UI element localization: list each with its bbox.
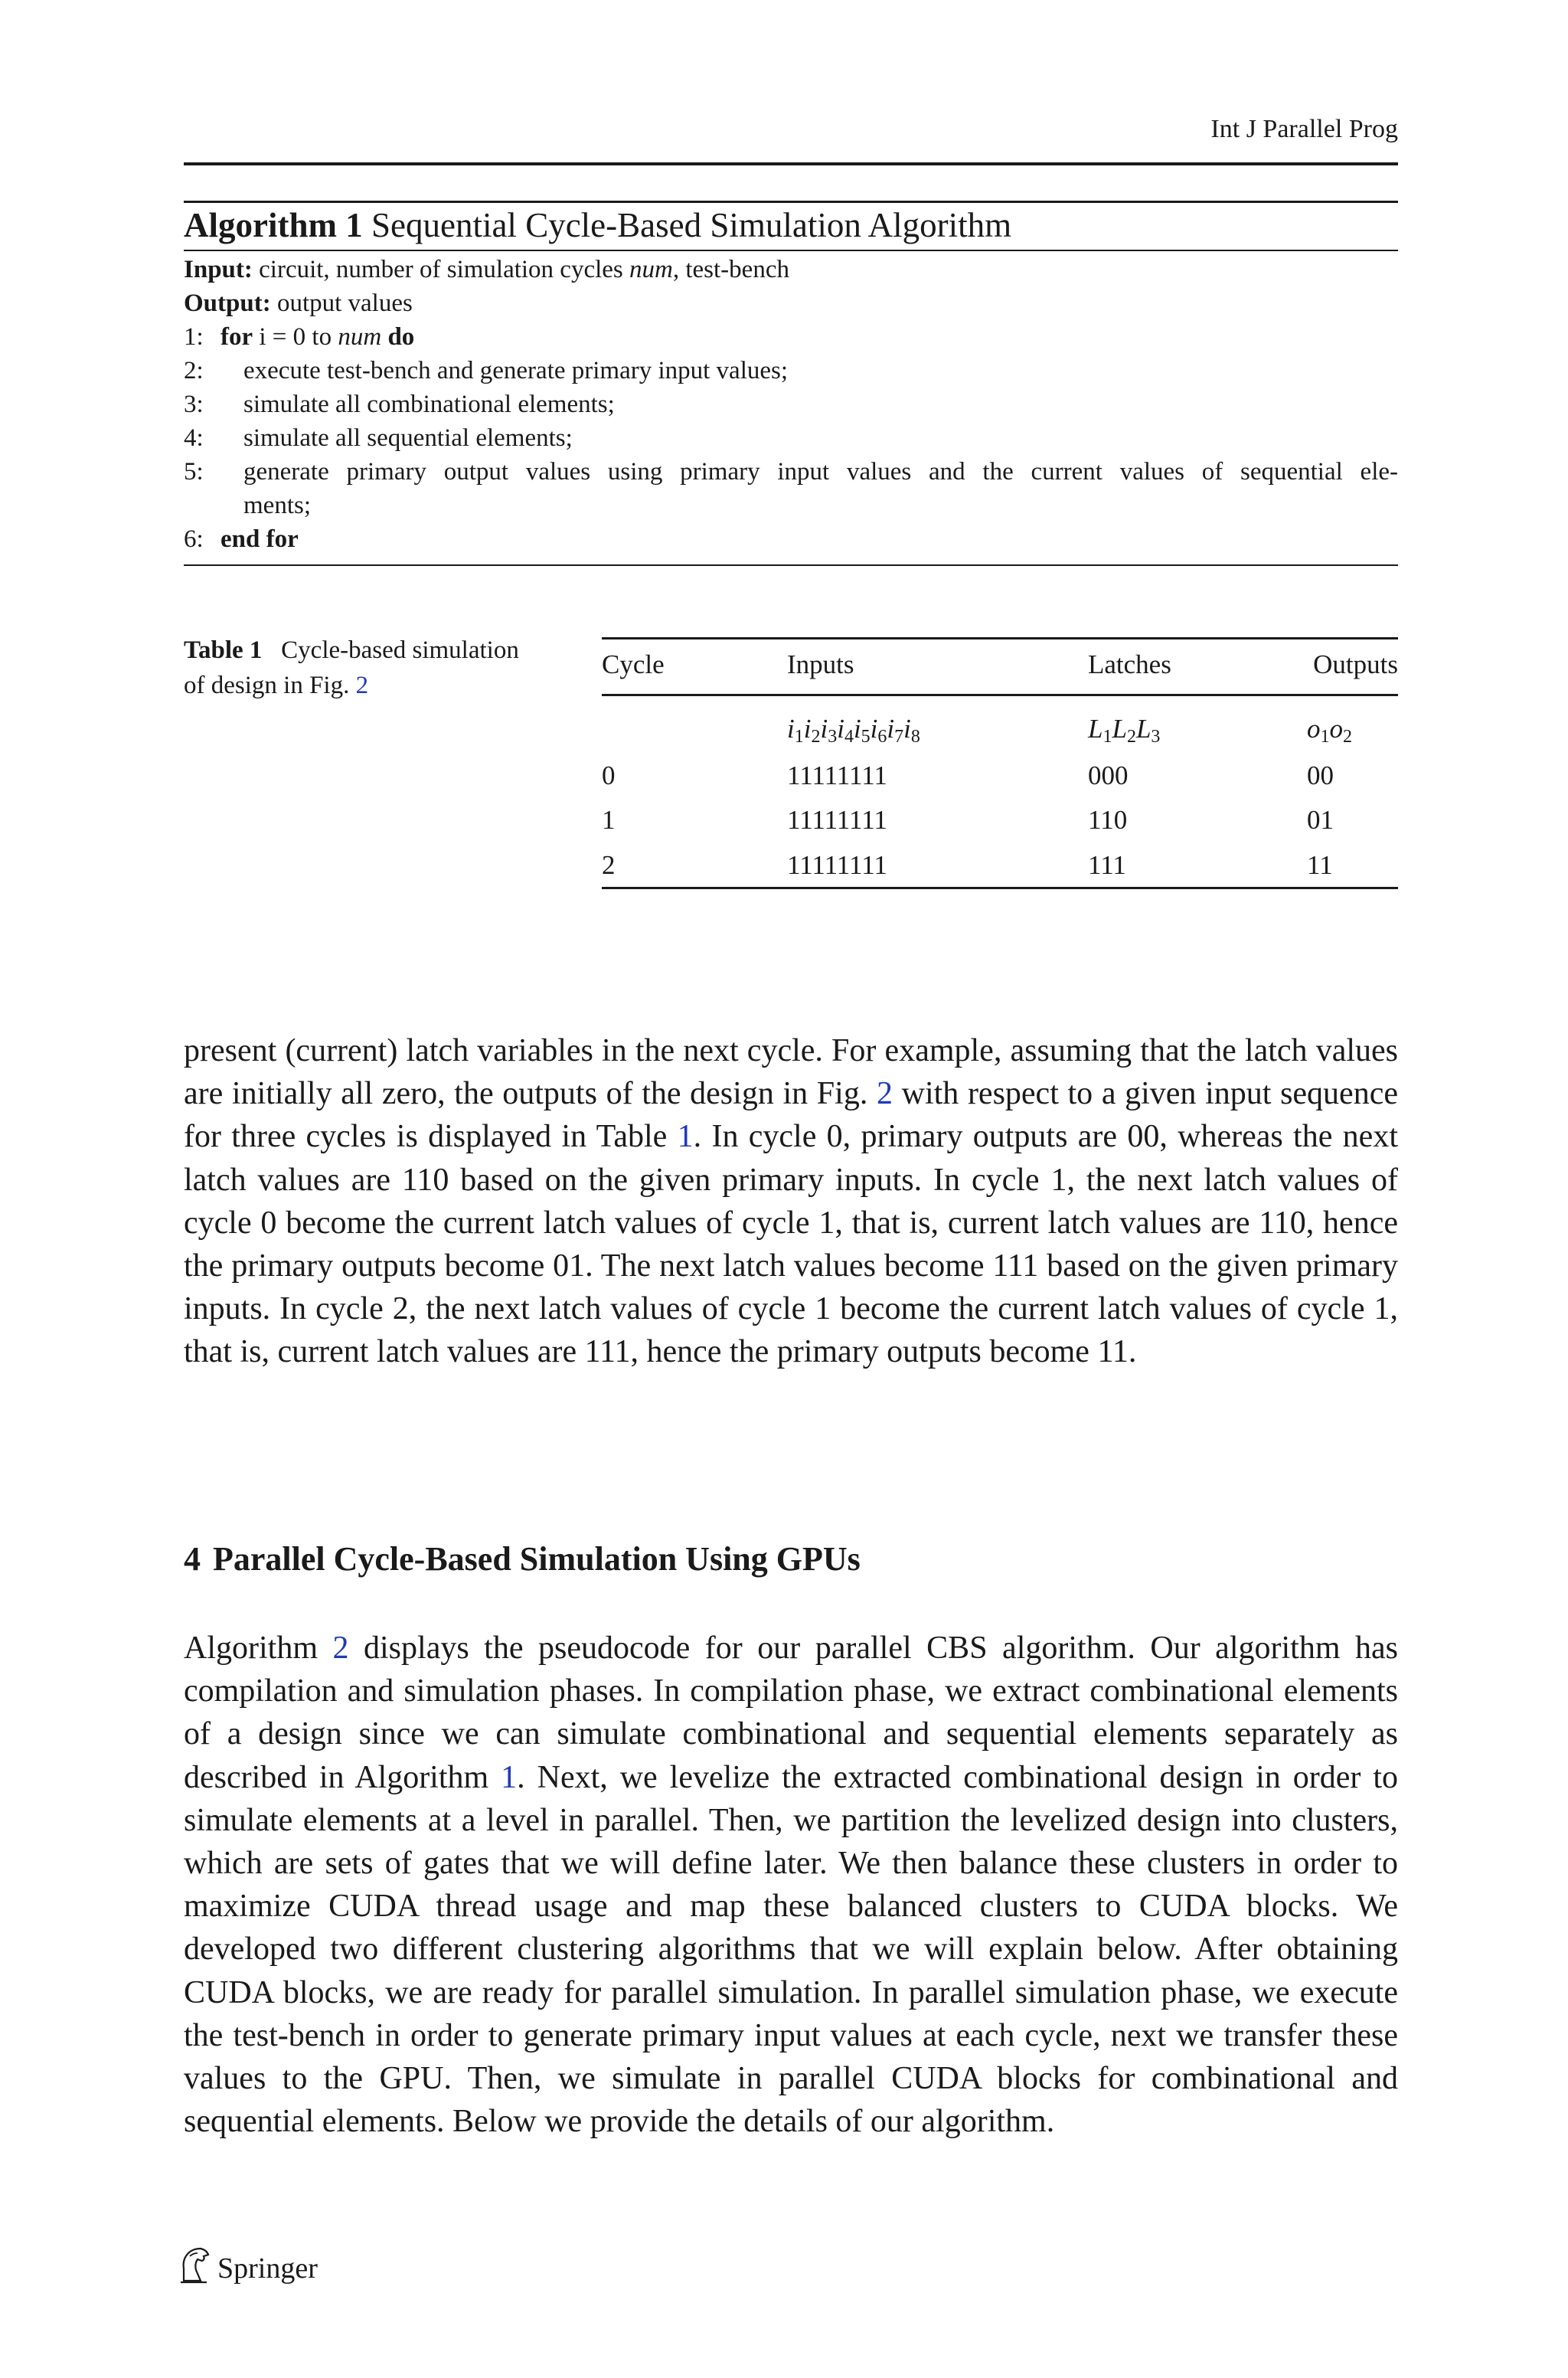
algorithm-line: simulate all sequential elements; <box>243 424 573 452</box>
algorithm-line-number: 1: <box>184 323 204 351</box>
figure-reference-link[interactable]: 2 <box>876 1076 893 1112</box>
algorithm-line-number: 5: <box>184 458 204 486</box>
algorithm-line: for i = 0 to num do <box>220 323 415 351</box>
running-head: Int J Parallel Prog <box>1210 115 1398 143</box>
algorithm-top-rule <box>184 201 1398 203</box>
footer <box>178 2246 318 2291</box>
algorithm-reference-link[interactable]: 2 <box>332 1631 349 1666</box>
table-cell: 11 <box>1307 850 1333 880</box>
table-cell: 1 <box>602 805 616 835</box>
algorithm-output: Output: output values <box>184 289 413 317</box>
table-cell: 111 <box>1088 850 1126 880</box>
section-number: 4 <box>184 1540 201 1578</box>
table-header-inputs: Inputs <box>787 649 854 679</box>
algorithm-line-number: 6: <box>184 525 204 553</box>
table-top-rule <box>602 637 1398 639</box>
algorithm-line-continuation: ments; <box>243 492 311 519</box>
algorithm-reference-link[interactable]: 1 <box>501 1759 518 1795</box>
algorithm-line-number: 2: <box>184 357 204 384</box>
algorithm-title <box>184 205 1011 245</box>
table-header-latches: Latches <box>1088 649 1171 679</box>
algorithm-title-text: Sequential Cycle-Based Simulation Algorithm <box>371 206 1012 244</box>
table-symbol-outputs: $o_1o_2$ <box>1307 714 1352 747</box>
table-cell: 11111111 <box>787 761 887 790</box>
algorithm-line-number: 3: <box>184 391 204 418</box>
table-bottom-rule <box>602 887 1398 889</box>
publisher-name: Springer <box>217 2252 318 2285</box>
algorithm-line: end for <box>220 525 299 553</box>
table-cell: 0 <box>602 761 616 790</box>
table-header-rule <box>602 694 1398 696</box>
algorithm-line: generate primary output values using primary input values and the current values of sequential ele- <box>243 458 1398 486</box>
algorithm-line: execute test-bench and generate primary input values; <box>243 357 789 384</box>
section-heading <box>184 1539 861 1578</box>
table-symbol-latches: $L_1L_2L_3$ <box>1088 714 1161 747</box>
table-cell: 2 <box>602 850 616 880</box>
algorithm-line-number: 4: <box>184 424 204 452</box>
algorithm-input: Input: circuit, number of simulation cycles num, test-bench <box>184 256 789 283</box>
figure-reference-link[interactable]: 2 <box>355 672 369 699</box>
table-cell: 01 <box>1307 805 1334 835</box>
table-symbol-inputs: $i_1i_2i_3i_4i_5i_6i_7i_8$ <box>787 714 920 747</box>
body-paragraph: Algorithm 2 displays the pseudocode for our parallel CBS algorithm. Our algorithm has compilation and simulation phases. In compilation phase, we extract combinational elements of a design since we can simulate combinational and sequential elements separately as described in Algorithm 1. Next, we levelize the extracted combinational design in order to simulate elements at a level in parallel. Then, we partition the levelized design into clusters, which are sets of gates that we will define later. We then balance these clusters in order to maximize CUDA thread usage and map these balanced clusters to CUDA blocks. We developed two different clustering algorithms that we will explain below. After obtaining CUDA blocks, we are ready for parallel simulation. In parallel simulation phase, we execute the test-bench in order to generate primary input values at each cycle, next we transfer these values to the GPU. Then, we simulate in parallel CUDA blocks for combinational and sequential elements. Below we provide the details of our algorithm. <box>184 1631 1399 2140</box>
springer-horse-icon <box>178 2246 217 2291</box>
algorithm-label: Algorithm 1 <box>184 206 363 244</box>
table-cell: 00 <box>1307 761 1334 790</box>
body-paragraph: present (current) latch variables in the next cycle. For example, assuming that the latch values are initially all zero, the outputs of the design in Fig. 2 with respect to a given input sequence for three cycles is displayed in Table 1. In cycle 0, primary outputs are 00, whereas the next latch values are 110 based on the given primary inputs. In cycle 1, the next latch values of cycle 0 become the current latch values of cycle 1, that is, current latch values are 110, hence the primary outputs become 01. The next latch values become 111 based on the given primary inputs. In cycle 2, the next latch values of cycle 1 become the current latch values of cycle 1, that is, current latch values are 111, hence the primary outputs become 11. <box>184 1033 1398 1370</box>
table-cell: 110 <box>1088 805 1128 835</box>
table-header-outputs: Outputs <box>1313 649 1398 679</box>
algorithm-title-rule <box>184 250 1398 251</box>
table-caption: Table 1 Cycle-based simulation of design in Fig. 2 <box>184 636 519 699</box>
table-cell: 11111111 <box>787 850 887 880</box>
header-rule <box>184 162 1398 165</box>
table-cell: 11111111 <box>787 805 887 835</box>
table-header-cycle: Cycle <box>602 649 665 679</box>
algorithm-line: simulate all combinational elements; <box>243 391 615 418</box>
algorithm-bottom-rule <box>184 564 1398 566</box>
section-title: Parallel Cycle-Based Simulation Using GPUs <box>213 1540 861 1578</box>
table-cell: 000 <box>1088 761 1129 790</box>
table-reference-link[interactable]: 1 <box>677 1119 694 1155</box>
